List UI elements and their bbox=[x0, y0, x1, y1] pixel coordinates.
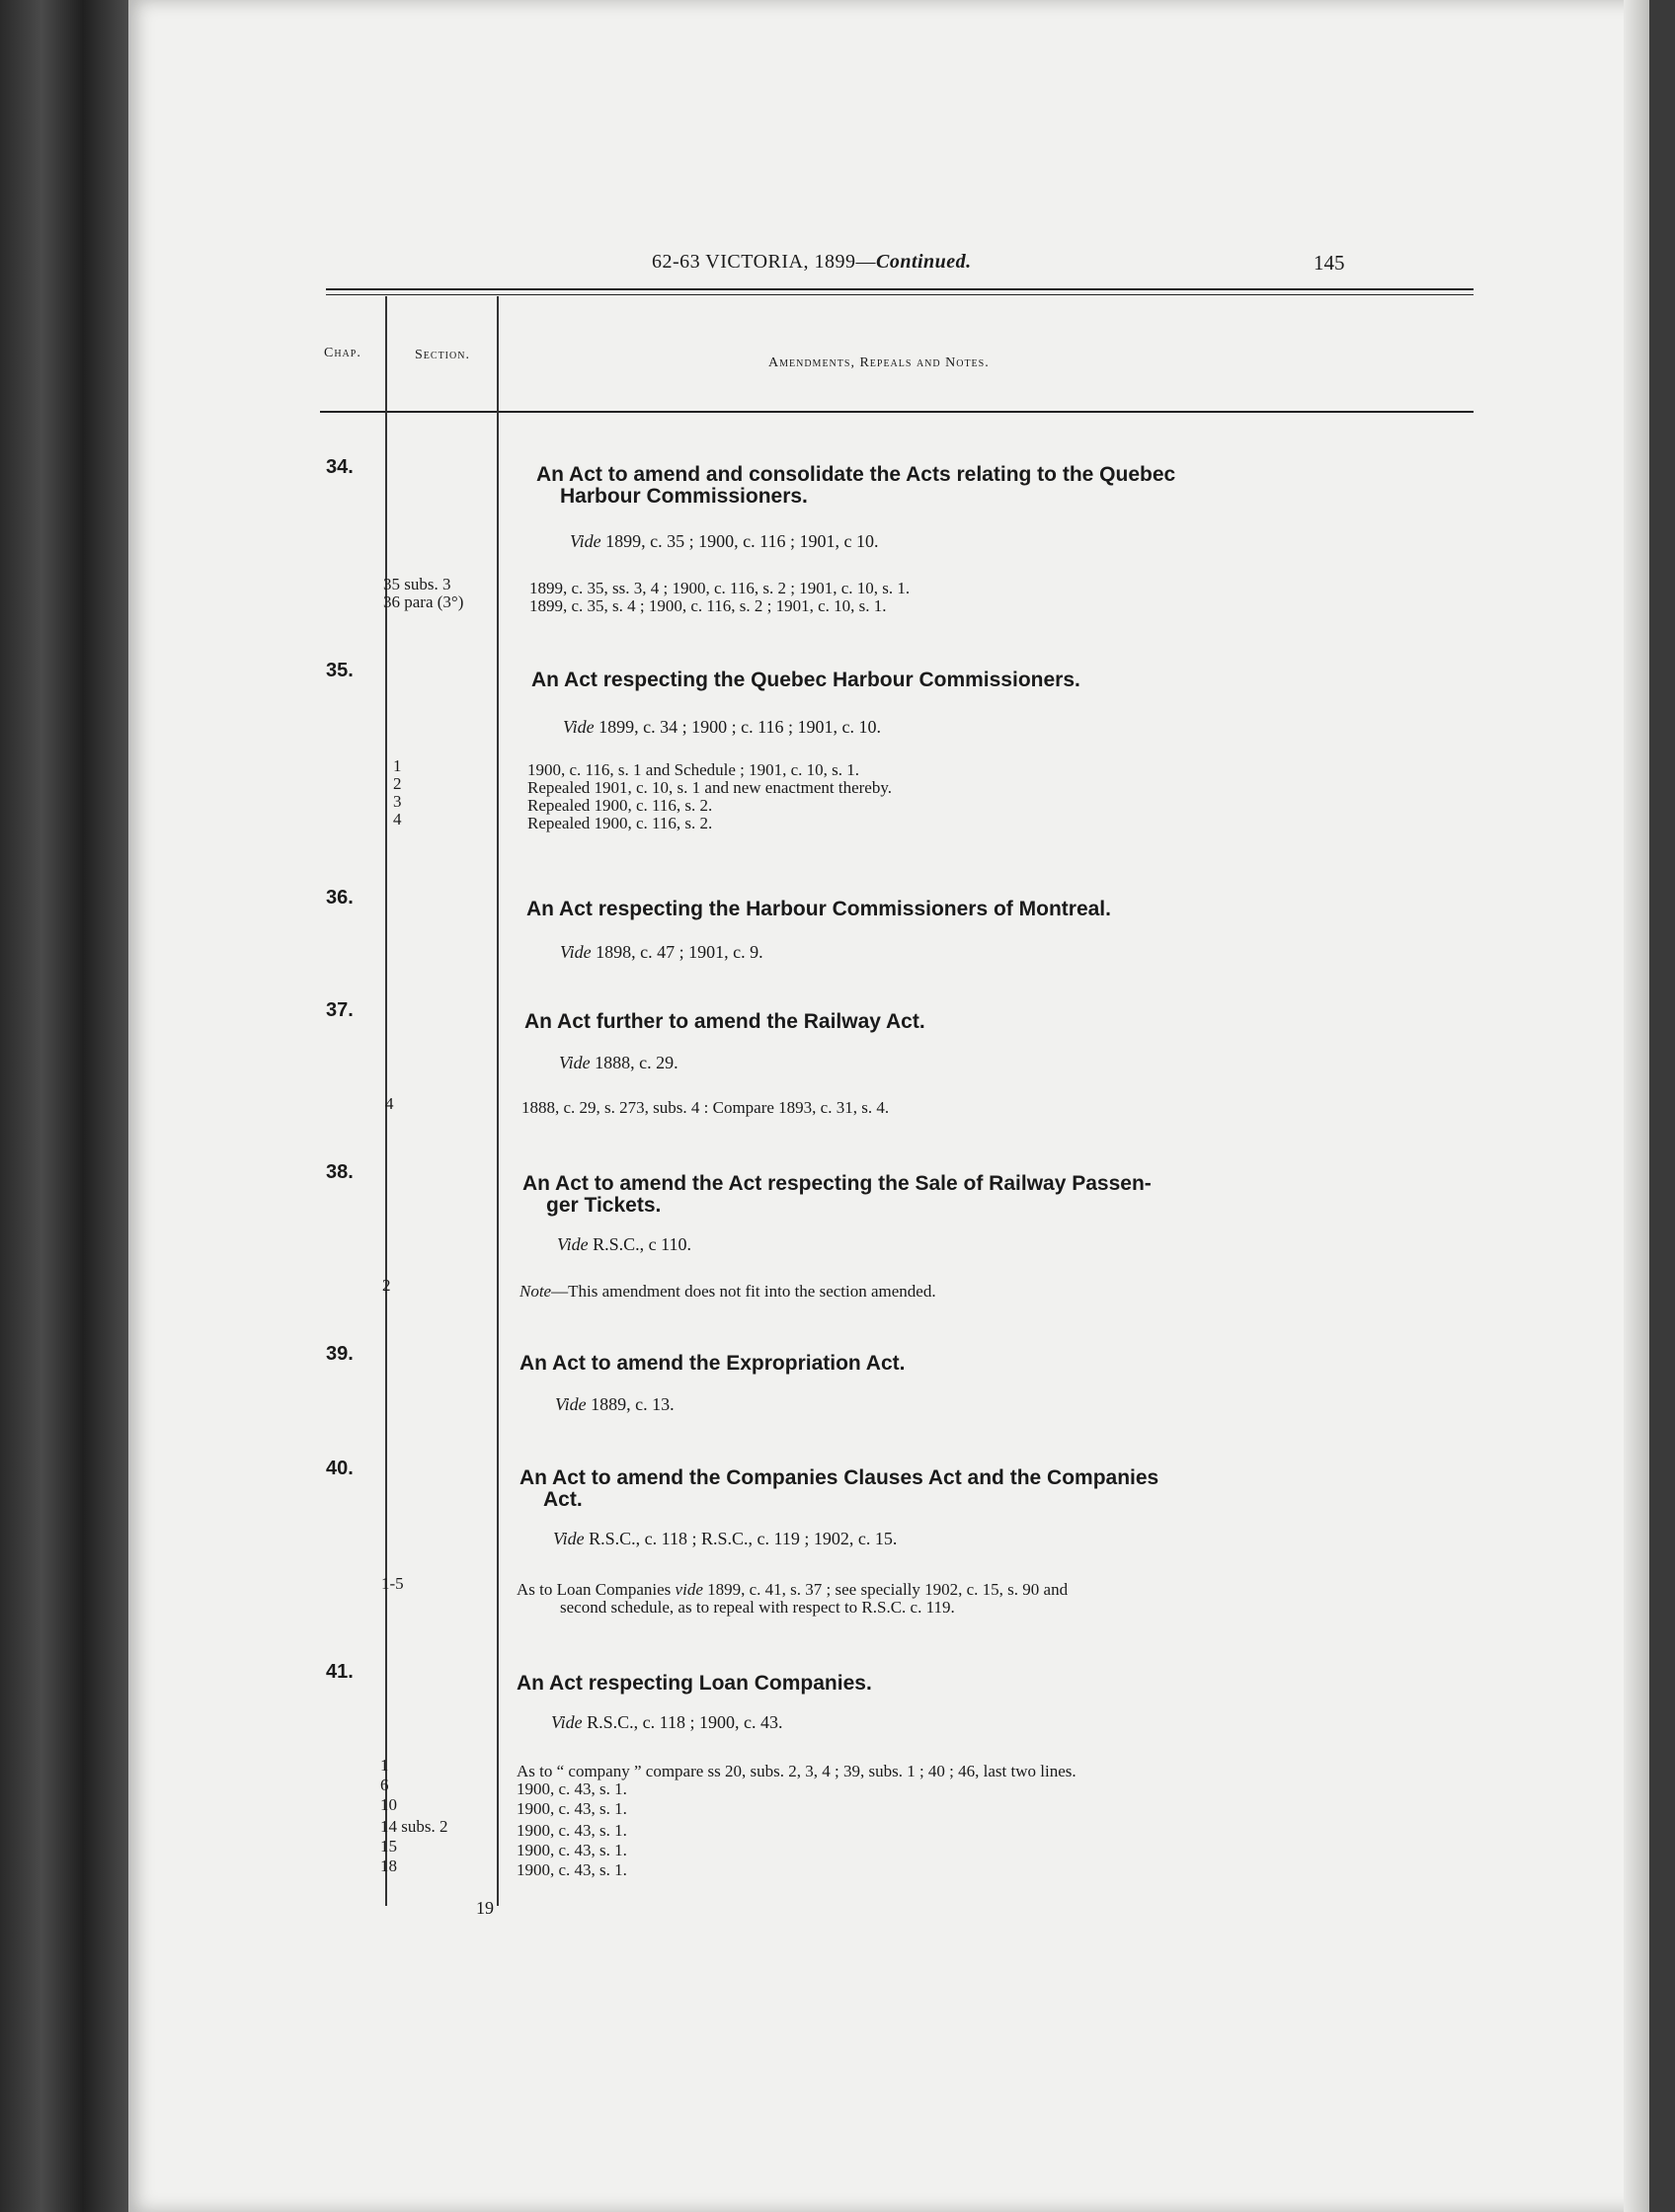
amendment-note: Repealed 1900, c. 116, s. 2. bbox=[527, 796, 713, 815]
vide-reference: Vide 1889, c. 13. bbox=[555, 1394, 675, 1414]
act-title: An Act to amend the Act respecting the Sale of Railway Passen- ger Tickets. bbox=[522, 1172, 1152, 1217]
amendment-note: As to Loan Companies vide 1899, c. 41, s. 37 ; see specially 1902, c. 15, s. 90 and bbox=[517, 1580, 1069, 1599]
amendment-note: 1900, c. 43, s. 1. bbox=[517, 1779, 627, 1798]
vide-reference: Vide R.S.C., c. 118 ; R.S.C., c. 119 ; 1902, c. 15. bbox=[553, 1529, 898, 1548]
section-ref: 15 bbox=[380, 1837, 397, 1856]
section-ref: 4 bbox=[385, 1094, 394, 1113]
page bbox=[128, 0, 1649, 2212]
section-ref: 3 bbox=[393, 792, 402, 811]
act-title: An Act respecting the Harbour Commissioners of Montreal. bbox=[526, 898, 1111, 920]
section-ref: 6 bbox=[380, 1776, 389, 1794]
section-ref: 1-5 bbox=[381, 1574, 404, 1593]
amendment-note-cont: second schedule, as to repeal with respect to R.S.C. c. 119. bbox=[560, 1598, 955, 1617]
vide-reference: Vide R.S.C., c. 118 ; 1900, c. 43. bbox=[551, 1712, 783, 1732]
chapter-number: 38. bbox=[326, 1161, 354, 1183]
amendment-note: 1900, c. 116, s. 1 and Schedule ; 1901, c. 10, s. 1. bbox=[527, 760, 860, 779]
section-ref: 10 bbox=[380, 1795, 397, 1814]
section-ref: 4 bbox=[393, 810, 402, 829]
book-spine bbox=[0, 0, 138, 2212]
amendment-note: Repealed 1901, c. 10, s. 1 and new enactment thereby. bbox=[527, 778, 892, 797]
section-ref: 2 bbox=[393, 774, 402, 793]
section-ref: 14 subs. 2 bbox=[380, 1817, 448, 1836]
amendment-note: 1900, c. 43, s. 1. bbox=[517, 1860, 627, 1879]
amendment-note: 1899, c. 35, ss. 3, 4 ; 1900, c. 116, s. 2 ; 1901, c. 10, s. 1. bbox=[529, 579, 911, 597]
vide-reference: Vide 1899, c. 35 ; 1900, c. 116 ; 1901, c 10. bbox=[570, 531, 879, 551]
chapter-number: 35. bbox=[326, 660, 354, 681]
amendment-note: 1900, c. 43, s. 1. bbox=[517, 1799, 627, 1818]
act-title: An Act to amend the Expropriation Act. bbox=[519, 1352, 906, 1375]
amendment-note: As to “ company ” compare ss 20, subs. 2, 3, 4 ; 39, subs. 1 ; 40 ; 46, last two lines. bbox=[517, 1762, 1077, 1780]
amendment-note: Note—This amendment does not fit into the section amended. bbox=[519, 1282, 936, 1301]
amendment-note: 1900, c. 43, s. 1. bbox=[517, 1821, 627, 1840]
act-title: An Act further to amend the Railway Act. bbox=[524, 1010, 925, 1033]
amendment-note: Repealed 1900, c. 116, s. 2. bbox=[527, 814, 713, 832]
act-title: An Act respecting Loan Companies. bbox=[517, 1672, 872, 1695]
header-title: 62-63 VICTORIA, 1899—Continued. bbox=[652, 251, 972, 273]
chapter-number: 34. bbox=[326, 456, 354, 478]
amendment-note: 1888, c. 29, s. 273, subs. 4 : Compare 1893, c. 31, s. 4. bbox=[521, 1098, 890, 1117]
page-edge bbox=[1624, 0, 1649, 2212]
page-number: 145 bbox=[1314, 251, 1345, 275]
vide-reference: Vide 1898, c. 47 ; 1901, c. 9. bbox=[560, 942, 763, 962]
section-ref: 1 bbox=[393, 756, 402, 775]
vide-reference: Vide 1899, c. 34 ; 1900 ; c. 116 ; 1901, c. 10. bbox=[563, 717, 881, 737]
column-divider-2 bbox=[497, 296, 499, 1906]
chapter-number: 41. bbox=[326, 1661, 354, 1683]
top-rule-thin bbox=[326, 294, 1474, 295]
chapter-number: 36. bbox=[326, 887, 354, 908]
section-ref: 1 bbox=[380, 1756, 389, 1775]
signature-mark: 19 bbox=[476, 1898, 494, 1918]
section-ref: 18 bbox=[380, 1856, 397, 1875]
top-rule bbox=[326, 288, 1474, 290]
column-head-section: Section. bbox=[415, 348, 470, 362]
act-title: An Act respecting the Quebec Harbour Commissioners. bbox=[531, 669, 1080, 691]
chapter-number: 40. bbox=[326, 1458, 354, 1479]
column-head-chap: Chap. bbox=[324, 346, 361, 360]
amendment-note: 1900, c. 43, s. 1. bbox=[517, 1841, 627, 1859]
chapter-number: 39. bbox=[326, 1343, 354, 1365]
running-header bbox=[128, 251, 1649, 280]
column-head-notes: Amendments, Repeals and Notes. bbox=[768, 356, 990, 370]
section-ref: 35 subs. 3 bbox=[383, 575, 451, 593]
act-title: An Act to amend and consolidate the Acts relating to the Quebec Harbour Commissioners. bbox=[536, 463, 1176, 508]
section-ref: 36 para (3°) bbox=[383, 592, 464, 611]
vide-reference: Vide 1888, c. 29. bbox=[559, 1053, 678, 1072]
section-ref: 2 bbox=[382, 1276, 391, 1295]
vide-reference: Vide R.S.C., c 110. bbox=[557, 1234, 691, 1254]
header-rule bbox=[320, 411, 1474, 413]
amendment-note: 1899, c. 35, s. 4 ; 1900, c. 116, s. 2 ; 1901, c. 10, s. 1. bbox=[529, 596, 887, 615]
chapter-number: 37. bbox=[326, 999, 354, 1021]
act-title: An Act to amend the Companies Clauses Act and the Companies Act. bbox=[519, 1466, 1159, 1511]
